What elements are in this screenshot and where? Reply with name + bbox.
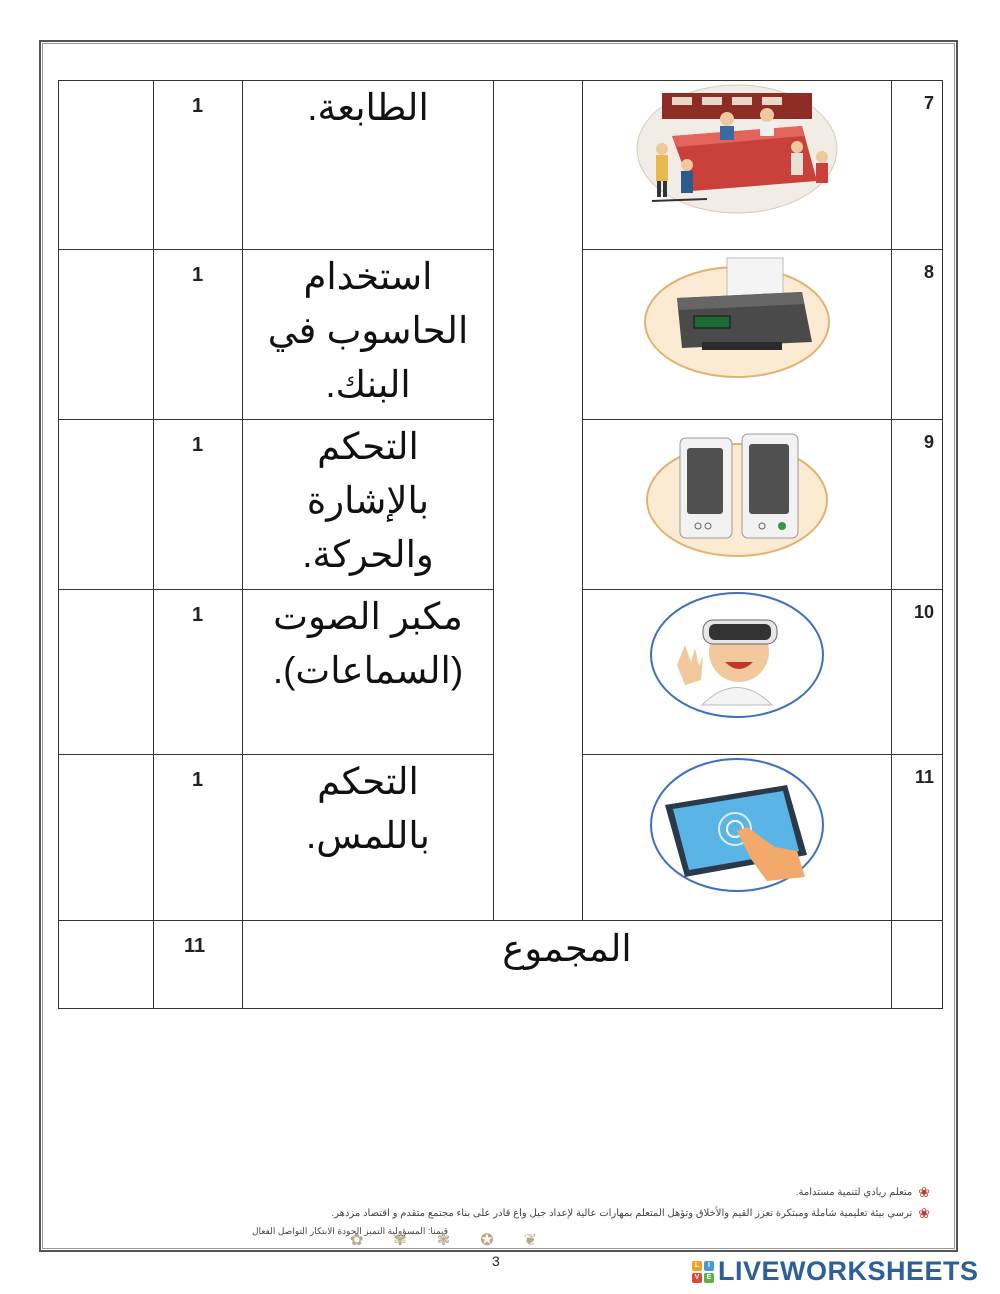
liveworksheets-logo-icon: L I V E bbox=[692, 1261, 714, 1283]
liveworksheets-brand[interactable] bbox=[692, 1256, 979, 1287]
swirl-icon: ❀ bbox=[918, 1205, 930, 1221]
innovation-emblem-icon: ✾ bbox=[393, 1232, 407, 1249]
mark-cell bbox=[154, 81, 243, 250]
question-number: 7 bbox=[923, 93, 934, 113]
mark-cell bbox=[154, 590, 243, 755]
number-cell bbox=[892, 420, 943, 590]
total-value: 11 bbox=[184, 935, 206, 957]
tablet-touch-illustration bbox=[647, 755, 827, 895]
total-answer-cell[interactable] bbox=[59, 921, 154, 1009]
choice-cell bbox=[243, 755, 494, 921]
choice-text: التحكم باللمس. bbox=[306, 761, 430, 856]
table-row bbox=[59, 81, 943, 250]
number-cell bbox=[892, 250, 943, 420]
swirl-icon: ❀ bbox=[918, 1184, 930, 1200]
total-number-cell bbox=[892, 921, 943, 1009]
choice-cell bbox=[243, 81, 494, 250]
vr-headset-child-illustration bbox=[647, 590, 827, 720]
answer-cell[interactable] bbox=[59, 755, 154, 921]
mark-value: 1 bbox=[192, 604, 204, 626]
total-label-cell bbox=[243, 921, 892, 1009]
total-label: المجموع bbox=[502, 928, 632, 969]
drop-column[interactable] bbox=[494, 81, 583, 921]
mark-cell bbox=[154, 420, 243, 590]
worksheet-table bbox=[58, 80, 943, 1009]
communication-emblem-icon: ✿ bbox=[350, 1232, 364, 1249]
total-mark-cell bbox=[154, 921, 243, 1009]
choice-cell bbox=[243, 420, 494, 590]
image-cell bbox=[583, 590, 892, 755]
choice-text: الطابعة. bbox=[307, 87, 429, 128]
total-row bbox=[59, 921, 943, 1009]
speakers-illustration bbox=[642, 420, 832, 560]
number-cell bbox=[892, 755, 943, 921]
number-cell bbox=[892, 81, 943, 250]
bank-tellers-illustration bbox=[632, 81, 842, 217]
image-cell bbox=[583, 250, 892, 420]
quality-emblem-icon: ❃ bbox=[436, 1232, 451, 1249]
printer-illustration bbox=[642, 250, 832, 380]
footer-vision: متعلم ريادي لتنمية مستدامة. bbox=[795, 1187, 913, 1198]
choice-cell bbox=[243, 250, 494, 420]
value-emblems bbox=[350, 1230, 537, 1250]
image-cell bbox=[583, 420, 892, 590]
mark-cell bbox=[154, 755, 243, 921]
choice-text: مكبر الصوت (السماعات). bbox=[272, 596, 464, 691]
question-number: 11 bbox=[914, 767, 934, 787]
brand-wordmark: LIVEWORKSHEETS bbox=[718, 1256, 979, 1286]
responsibility-emblem-icon: ❦ bbox=[523, 1232, 538, 1249]
choice-text: استخدام الحاسوب في البنك. bbox=[267, 256, 469, 405]
footer-mission: نرسي بيئة تعليمية شاملة ومبتكرة تعزز القيم والأخلاق وتؤهل المتعلم بمهارات عالية لإعداد جيل واع قادر على بناء مجتمع متقدم و اقتصاد مزدهر. bbox=[331, 1208, 913, 1219]
excellence-emblem-icon: ✪ bbox=[480, 1232, 494, 1249]
mark-value: 1 bbox=[192, 264, 204, 286]
number-cell bbox=[892, 590, 943, 755]
choice-cell bbox=[243, 590, 494, 755]
footer-values: قيمنا: المسؤولية التميز الجودة الابتكار التواصل الفعال bbox=[251, 1226, 449, 1236]
question-number: 10 bbox=[913, 602, 934, 622]
answer-cell[interactable] bbox=[59, 420, 154, 590]
page-number: 3 bbox=[492, 1253, 500, 1269]
image-cell bbox=[583, 81, 892, 250]
answer-cell[interactable] bbox=[59, 81, 154, 250]
question-number: 9 bbox=[923, 432, 934, 452]
image-cell bbox=[583, 755, 892, 921]
answer-cell[interactable] bbox=[59, 590, 154, 755]
mark-value: 1 bbox=[192, 95, 204, 117]
choice-text: التحكم بالإشارة والحركة. bbox=[302, 426, 434, 575]
mark-value: 1 bbox=[192, 769, 204, 791]
mark-cell bbox=[154, 250, 243, 420]
answer-cell[interactable] bbox=[59, 250, 154, 420]
question-number: 8 bbox=[923, 262, 934, 282]
mark-value: 1 bbox=[192, 434, 204, 456]
